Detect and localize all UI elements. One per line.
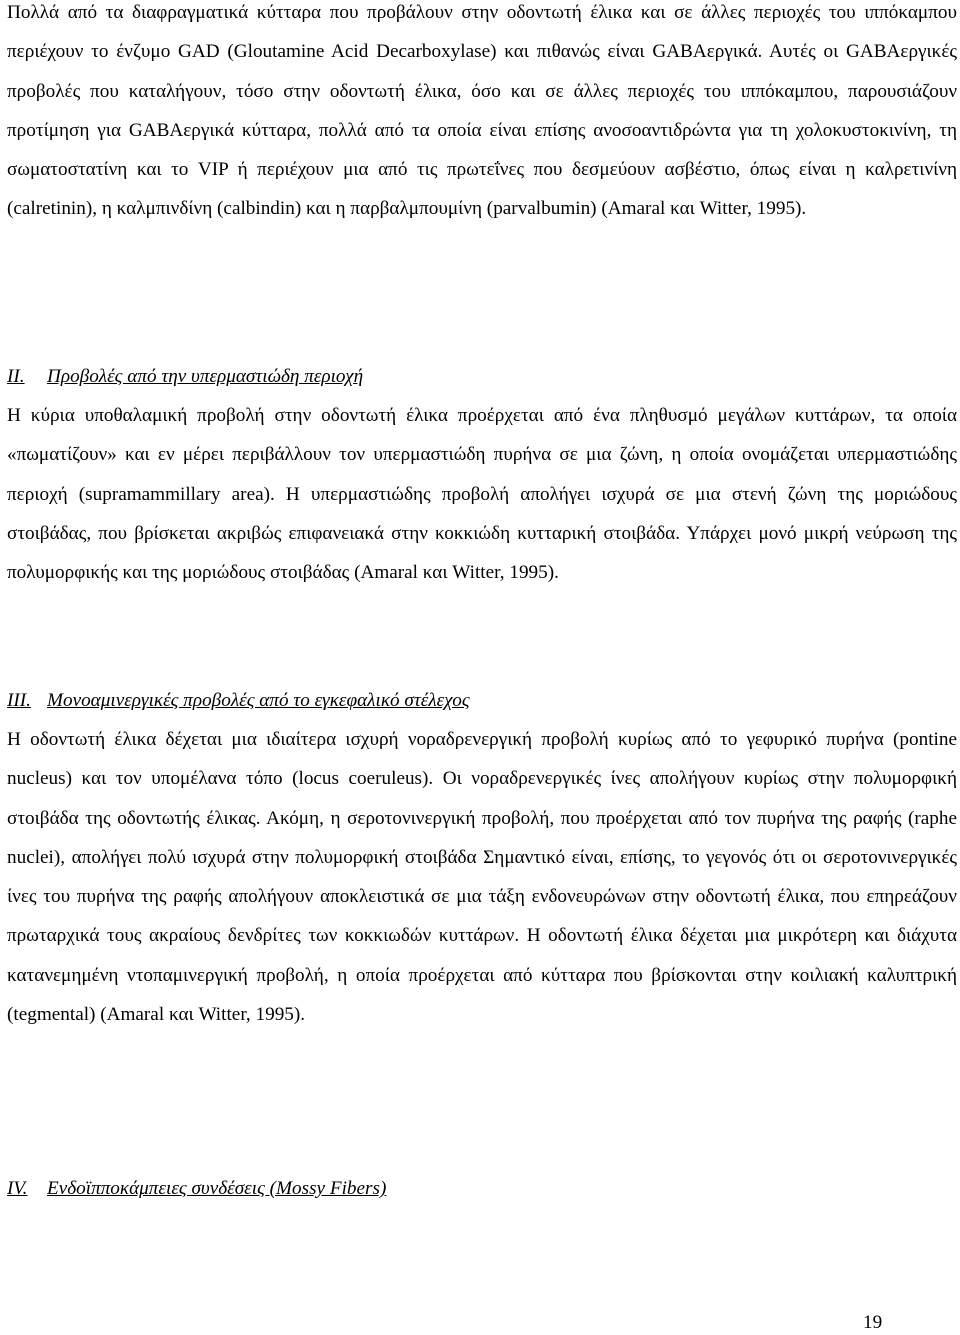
paragraph-supramammillary: Η κύρια υποθαλαμική προβολή στην οδοντωτή έλικα προέρχεται από ένα πληθυσμό μεγάλων κυττάρων, τα οποία «πωματίζουν» και εν μέρει περιβάλλουν τον υπερμαστιώδη πυρήνα σε μια ζώνη, η οποία ονομάζεται υπερμαστιώδης περιοχή (supramammillary area). Η υπερμαστιώδης προβολή απολήγει ισχυρά σε μια στενή ζώνη της μοριώδους στοιβάδας, που βρίσκεται ακριβώς επιφανειακά στην κοκκιώδη κυτταρική στοιβάδα. Υπάρχει μονό μικρή νεύρωση της πολυμορφικής και της μοριώδους στοιβάδας (Amaral και Witter, 1995). <box>7 405 957 584</box>
section-number: III. <box>7 690 31 711</box>
section-heading-iv <box>7 1169 386 1208</box>
section-title: Μονοαμινεργικές προβολές από το εγκεφαλικό στέλεχος <box>47 690 470 711</box>
paragraph-gaba-projections: Πολλά από τα διαφραγματικά κύτταρα που προβάλουν στην οδοντωτή έλικα και σε άλλες περιοχές του ιππόκαμπου περιέχουν το ένζυμο GAD (Gloutamine Acid Decarboxylase) και πιθανώς είναι GABAεργικά. Αυτές οι GABAεργικές προβολές που καταλήγουν, τόσο στην οδοντωτή έλικα, όσο και σε άλλες περιοχές του ιππόκαμπου, παρουσιάζουν προτίμηση για GABAεργικά κύτταρα, πολλά από τα οποία είναι επίσης ανοσοαντιδρώντα για τη χολοκυστοκινίνη, τη σωματοστατίνη και το VIP ή περιέχουν μια από τις πρωτεΐνες που δεσμεύουν ασβέστιο, όπως είναι η καλρετινίνη (calretinin), η καλμπινδίνη (calbindin) και η παρβαλμπουμίνη (parvalbumin) (Amaral και Witter, 1995). <box>7 2 957 220</box>
section-heading-iii <box>7 681 470 720</box>
section-number: IV. <box>7 1178 28 1199</box>
section-heading-ii <box>7 357 363 396</box>
paragraph-monoaminergic: Η οδοντωτή έλικα δέχεται μια ιδιαίτερα ισχυρή νοραδρενεργική προβολή κυρίως από το γεφυρικό πυρήνα (pontine nucleus) και τον υπομέλανα τόπο (locus coeruleus). Οι νοραδρενεργικές ίνες απολήγουν κυρίως στην πολυμορφική στοιβάδα της οδοντωτής έλικας. Ακόμη, η σεροτονινεργική προβολή, που προέρχεται από τον πυρήνα της ραφής (raphe nuclei), απολήγει πολύ ισχυρά στην πολυμορφική στοιβάδα Σημαντικό είναι, επίσης, το γεγονός ότι οι σεροτονινεργικές ίνες του πυρήνα της ραφής απολήγουν αποκλειστικά σε μια τάξη ενδονευρώνων στην οδοντωτή έλικα, που επηρεάζουν πρωταρχικά τους ακραίους δενδρίτες των κοκκιωδών κυττάρων. Η οδοντωτή έλικα δέχεται μια μικρότερη και διάχυτα κατανεμημένη ντοπαμινεργική προβολή, η οποία προέρχεται από κύτταρα που βρίσκονται στην κοιλιακή καλυπτρική (tegmental) (Amaral και Witter, 1995). <box>7 729 957 1026</box>
section-number: II. <box>7 366 25 387</box>
section-title: Προβολές από την υπερμαστιώδη περιοχή <box>47 366 364 387</box>
page-number: 19 <box>863 1312 883 1333</box>
section-title: Ενδοϊπποκάμπειες συνδέσεις (Mossy Fibers) <box>47 1178 387 1199</box>
